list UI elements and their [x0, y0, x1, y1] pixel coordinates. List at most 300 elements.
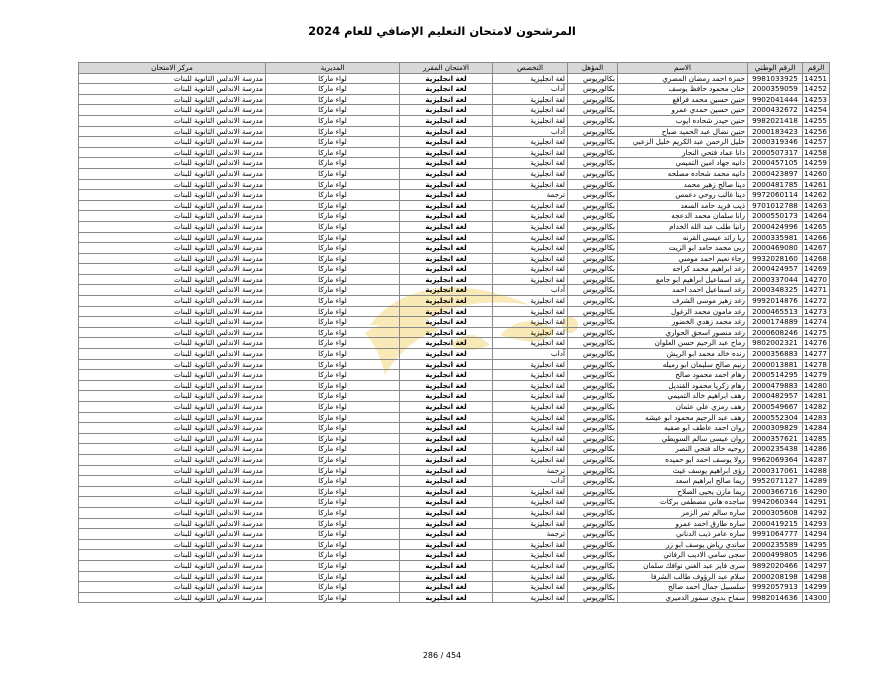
cell-specialization: لغة انجليزية	[493, 179, 568, 190]
cell-exam: لغة انجليزية	[400, 560, 493, 571]
cell-seq: 14283	[803, 412, 830, 423]
cell-seq: 14286	[803, 444, 830, 455]
cell-qualification: بكالوريوس	[568, 402, 618, 413]
cell-exam: لغة انجليزية	[400, 402, 493, 413]
cell-national-id: 2000235438	[748, 444, 803, 455]
cell-directorate: لواء ماركا	[266, 147, 400, 158]
table-row	[79, 306, 830, 317]
cell-specialization: لغة انجليزية	[493, 592, 568, 603]
cell-exam: لغة انجليزية	[400, 211, 493, 222]
table-row	[79, 465, 830, 476]
cell-seq: 14260	[803, 168, 830, 179]
cell-national-id: 2000423897	[748, 168, 803, 179]
cell-directorate: لواء ماركا	[266, 423, 400, 434]
cell-qualification: بكالوريوس	[568, 126, 618, 137]
cell-name: دانيه جهاد امين التميمي	[618, 158, 748, 169]
cell-center: مدرسة الاندلس الثانوية للبنات	[79, 529, 266, 540]
cell-exam: لغة انجليزية	[400, 94, 493, 105]
cell-exam: لغة انجليزية	[400, 232, 493, 243]
cell-center: مدرسة الاندلس الثانوية للبنات	[79, 105, 266, 116]
cell-center: مدرسة الاندلس الثانوية للبنات	[79, 317, 266, 328]
cell-name: رانا سلمان محمد الدعجه	[618, 211, 748, 222]
cell-directorate: لواء ماركا	[266, 529, 400, 540]
cell-seq: 14277	[803, 349, 830, 360]
cell-specialization: لغة انجليزية	[493, 211, 568, 222]
cell-qualification: بكالوريوس	[568, 423, 618, 434]
cell-specialization: لغة انجليزية	[493, 200, 568, 211]
cell-name: رغد اسماعيل احمد احمد	[618, 285, 748, 296]
cell-name: دينا غالب روحي دعمس	[618, 190, 748, 201]
cell-name: حنان محمود حافظ يوسف	[618, 84, 748, 95]
cell-national-id: 9982021418	[748, 115, 803, 126]
cell-specialization: لغة انجليزية	[493, 550, 568, 561]
table-row	[79, 370, 830, 381]
cell-national-id: 2000208198	[748, 571, 803, 582]
cell-center: مدرسة الاندلس الثانوية للبنات	[79, 115, 266, 126]
cell-exam: لغة انجليزية	[400, 391, 493, 402]
cell-center: مدرسة الاندلس الثانوية للبنات	[79, 571, 266, 582]
cell-name: ريما صالح ابراهيم اسعد	[618, 476, 748, 487]
cell-specialization: لغة انجليزية	[493, 243, 568, 254]
cell-directorate: لواء ماركا	[266, 359, 400, 370]
cell-qualification: بكالوريوس	[568, 486, 618, 497]
cell-national-id: 2000013881	[748, 359, 803, 370]
cell-directorate: لواء ماركا	[266, 243, 400, 254]
table-row	[79, 412, 830, 423]
cell-center: مدرسة الاندلس الثانوية للبنات	[79, 465, 266, 476]
cell-name: دانيه محمد شحاده مصلحه	[618, 168, 748, 179]
cell-national-id: 2000549667	[748, 402, 803, 413]
cell-specialization: لغة انجليزية	[493, 158, 568, 169]
cell-center: مدرسة الاندلس الثانوية للبنات	[79, 412, 266, 423]
cell-exam: لغة انجليزية	[400, 571, 493, 582]
cell-seq: 14266	[803, 232, 830, 243]
cell-center: مدرسة الاندلس الثانوية للبنات	[79, 402, 266, 413]
header-exam: الامتحان المقرر	[400, 63, 493, 74]
cell-name: رغد زهير موسى الشرف	[618, 296, 748, 307]
cell-center: مدرسة الاندلس الثانوية للبنات	[79, 243, 266, 254]
cell-national-id: 2000337044	[748, 274, 803, 285]
table-row	[79, 317, 830, 328]
cell-center: مدرسة الاندلس الثانوية للبنات	[79, 486, 266, 497]
cell-name: ريما مازن يحيى الصلاح	[618, 486, 748, 497]
cell-center: مدرسة الاندلس الثانوية للبنات	[79, 582, 266, 593]
cell-national-id: 2000317061	[748, 465, 803, 476]
cell-national-id: 2000305608	[748, 507, 803, 518]
table-row	[79, 592, 830, 603]
cell-center: مدرسة الاندلس الثانوية للبنات	[79, 285, 266, 296]
cell-center: مدرسة الاندلس الثانوية للبنات	[79, 168, 266, 179]
cell-qualification: بكالوريوس	[568, 274, 618, 285]
candidates-table	[78, 62, 830, 603]
cell-seq: 14287	[803, 454, 830, 465]
cell-directorate: لواء ماركا	[266, 380, 400, 391]
cell-directorate: لواء ماركا	[266, 221, 400, 232]
table-row	[79, 126, 830, 137]
cell-name: ساره طارق احمد عمرو	[618, 518, 748, 529]
cell-seq: 14280	[803, 380, 830, 391]
cell-directorate: لواء ماركا	[266, 454, 400, 465]
cell-national-id: 2000550173	[748, 211, 803, 222]
cell-seq: 14263	[803, 200, 830, 211]
cell-directorate: لواء ماركا	[266, 349, 400, 360]
cell-specialization: لغة انجليزية	[493, 571, 568, 582]
cell-qualification: بكالوريوس	[568, 444, 618, 455]
cell-name: رغد ابراهيم محمد كراجه	[618, 264, 748, 275]
cell-national-id: 2000319346	[748, 137, 803, 148]
cell-name: ساره عامر ذيب الدناني	[618, 529, 748, 540]
cell-directorate: لواء ماركا	[266, 274, 400, 285]
cell-specialization: لغة انجليزية	[493, 317, 568, 328]
header-national-id: الرقم الوطني	[748, 63, 803, 74]
cell-national-id: 2000482957	[748, 391, 803, 402]
cell-seq: 14254	[803, 105, 830, 116]
cell-name: رانيا طلب عبد الله الخدام	[618, 221, 748, 232]
page-number: 286 / 454	[422, 651, 462, 660]
cell-center: مدرسة الاندلس الثانوية للبنات	[79, 147, 266, 158]
cell-directorate: لواء ماركا	[266, 105, 400, 116]
cell-national-id: 9991064777	[748, 529, 803, 540]
table-row	[79, 507, 830, 518]
cell-name: رنده خالد محمد ابو الريش	[618, 349, 748, 360]
cell-name: رغد محمد زهدي الخضور	[618, 317, 748, 328]
cell-specialization: لغة انجليزية	[493, 338, 568, 349]
cell-national-id: 2000335981	[748, 232, 803, 243]
cell-specialization: لغة انجليزية	[493, 105, 568, 116]
cell-directorate: لواء ماركا	[266, 168, 400, 179]
cell-qualification: بكالوريوس	[568, 221, 618, 232]
table-row	[79, 486, 830, 497]
cell-name: رؤى ابراهيم يوسف غيث	[618, 465, 748, 476]
table-row	[79, 444, 830, 455]
cell-center: مدرسة الاندلس الثانوية للبنات	[79, 391, 266, 402]
cell-exam: لغة انجليزية	[400, 539, 493, 550]
table-row	[79, 338, 830, 349]
cell-directorate: لواء ماركا	[266, 338, 400, 349]
cell-qualification: بكالوريوس	[568, 168, 618, 179]
cell-qualification: بكالوريوس	[568, 571, 618, 582]
cell-qualification: بكالوريوس	[568, 211, 618, 222]
cell-qualification: بكالوريوس	[568, 560, 618, 571]
cell-center: مدرسة الاندلس الثانوية للبنات	[79, 221, 266, 232]
table-row	[79, 529, 830, 540]
cell-center: مدرسة الاندلس الثانوية للبنات	[79, 158, 266, 169]
cell-name: سماح بدوي سمور الدميري	[618, 592, 748, 603]
cell-center: مدرسة الاندلس الثانوية للبنات	[79, 264, 266, 275]
cell-directorate: لواء ماركا	[266, 444, 400, 455]
cell-specialization: لغة انجليزية	[493, 454, 568, 465]
cell-national-id: 2000357621	[748, 433, 803, 444]
cell-exam: لغة انجليزية	[400, 486, 493, 497]
cell-specialization: آداب	[493, 349, 568, 360]
cell-seq: 14285	[803, 433, 830, 444]
cell-specialization: لغة انجليزية	[493, 433, 568, 444]
cell-specialization: آداب	[493, 84, 568, 95]
cell-seq: 14252	[803, 84, 830, 95]
cell-center: مدرسة الاندلس الثانوية للبنات	[79, 359, 266, 370]
cell-directorate: لواء ماركا	[266, 550, 400, 561]
cell-center: مدرسة الاندلس الثانوية للبنات	[79, 94, 266, 105]
cell-seq: 14268	[803, 253, 830, 264]
cell-specialization: لغة انجليزية	[493, 370, 568, 381]
cell-directorate: لواء ماركا	[266, 486, 400, 497]
cell-exam: لغة انجليزية	[400, 317, 493, 328]
cell-directorate: لواء ماركا	[266, 433, 400, 444]
cell-directorate: لواء ماركا	[266, 391, 400, 402]
cell-name: رهف عبد الرحيم محمود ابو عيشه	[618, 412, 748, 423]
header-qualification: المؤهل	[568, 63, 618, 74]
table-row	[79, 221, 830, 232]
cell-center: مدرسة الاندلس الثانوية للبنات	[79, 507, 266, 518]
cell-name: رغد اسماعيل ابراهيم ابو جامع	[618, 274, 748, 285]
cell-specialization: آداب	[493, 285, 568, 296]
cell-specialization: لغة انجليزية	[493, 274, 568, 285]
cell-center: مدرسة الاندلس الثانوية للبنات	[79, 84, 266, 95]
cell-center: مدرسة الاندلس الثانوية للبنات	[79, 73, 266, 84]
cell-qualification: بكالوريوس	[568, 73, 618, 84]
cell-national-id: 2000348325	[748, 285, 803, 296]
cell-seq: 14267	[803, 243, 830, 254]
table-row	[79, 550, 830, 561]
cell-qualification: بكالوريوس	[568, 454, 618, 465]
cell-name: روحيه خالد فتحي النصر	[618, 444, 748, 455]
cell-seq: 14269	[803, 264, 830, 275]
cell-national-id: 2000514295	[748, 370, 803, 381]
cell-qualification: بكالوريوس	[568, 380, 618, 391]
header-seq: الرقم	[803, 63, 830, 74]
cell-name: سرى فايز عبد الغني نوافك سلمان	[618, 560, 748, 571]
cell-qualification: بكالوريوس	[568, 179, 618, 190]
cell-name: رغد منصور اسحق الحواري	[618, 327, 748, 338]
cell-center: مدرسة الاندلس الثانوية للبنات	[79, 592, 266, 603]
cell-center: مدرسة الاندلس الثانوية للبنات	[79, 370, 266, 381]
table-row	[79, 211, 830, 222]
cell-center: مدرسة الاندلس الثانوية للبنات	[79, 232, 266, 243]
header-specialization: التخصص	[493, 63, 568, 74]
cell-name: روان احمد عاطف ابو صفيه	[618, 423, 748, 434]
cell-name: رولا يوسف احمد ابو حميده	[618, 454, 748, 465]
cell-specialization: لغة انجليزية	[493, 412, 568, 423]
table-row	[79, 539, 830, 550]
cell-name: رجاء نعيم احمد مومني	[618, 253, 748, 264]
table-row	[79, 232, 830, 243]
cell-specialization: لغة انجليزية	[493, 168, 568, 179]
page-title: المرشحون لامتحان التعليم الإضافي للعام 2024	[308, 24, 576, 38]
cell-seq: 14257	[803, 137, 830, 148]
cell-seq: 14253	[803, 94, 830, 105]
cell-directorate: لواء ماركا	[266, 327, 400, 338]
header-center: مركز الامتحان	[79, 63, 266, 74]
cell-qualification: بكالوريوس	[568, 338, 618, 349]
cell-specialization: لغة انجليزية	[493, 232, 568, 243]
cell-exam: لغة انجليزية	[400, 507, 493, 518]
cell-name: سجى سامي الاديب الرفاتي	[618, 550, 748, 561]
cell-national-id: 2000359059	[748, 84, 803, 95]
table-header-row	[79, 63, 830, 74]
cell-exam: لغة انجليزية	[400, 592, 493, 603]
cell-center: مدرسة الاندلس الثانوية للبنات	[79, 380, 266, 391]
cell-qualification: بكالوريوس	[568, 349, 618, 360]
cell-directorate: لواء ماركا	[266, 582, 400, 593]
table-row	[79, 158, 830, 169]
cell-name: رماح عبد الرحيم حسن العلوان	[618, 338, 748, 349]
cell-qualification: بكالوريوس	[568, 253, 618, 264]
cell-specialization: لغة انجليزية	[493, 115, 568, 126]
cell-exam: لغة انجليزية	[400, 253, 493, 264]
table-row	[79, 391, 830, 402]
table-row	[79, 349, 830, 360]
cell-exam: لغة انجليزية	[400, 529, 493, 540]
cell-national-id: 2000479883	[748, 380, 803, 391]
table-row	[79, 147, 830, 158]
table-row	[79, 115, 830, 126]
cell-exam: لغة انجليزية	[400, 518, 493, 529]
table-row	[79, 433, 830, 444]
cell-seq: 14273	[803, 306, 830, 317]
cell-national-id: 9802002321	[748, 338, 803, 349]
cell-name: رغد مامون محمد الزغول	[618, 306, 748, 317]
cell-directorate: لواء ماركا	[266, 115, 400, 126]
cell-name: رنيم صالح سليمان ابو رميله	[618, 359, 748, 370]
cell-seq: 14270	[803, 274, 830, 285]
cell-national-id: 9981033925	[748, 73, 803, 84]
cell-name: رهام زكريا محمود القنديل	[618, 380, 748, 391]
cell-center: مدرسة الاندلس الثانوية للبنات	[79, 253, 266, 264]
cell-national-id: 2000552304	[748, 412, 803, 423]
cell-seq: 14300	[803, 592, 830, 603]
cell-center: مدرسة الاندلس الثانوية للبنات	[79, 274, 266, 285]
cell-exam: لغة انجليزية	[400, 264, 493, 275]
cell-national-id: 2000309829	[748, 423, 803, 434]
cell-seq: 14293	[803, 518, 830, 529]
cell-national-id: 9992057913	[748, 582, 803, 593]
cell-specialization: لغة انجليزية	[493, 507, 568, 518]
cell-center: مدرسة الاندلس الثانوية للبنات	[79, 200, 266, 211]
cell-specialization: لغة انجليزية	[493, 137, 568, 148]
cell-directorate: لواء ماركا	[266, 571, 400, 582]
cell-directorate: لواء ماركا	[266, 507, 400, 518]
cell-qualification: بكالوريوس	[568, 137, 618, 148]
cell-center: مدرسة الاندلس الثانوية للبنات	[79, 338, 266, 349]
cell-exam: لغة انجليزية	[400, 243, 493, 254]
cell-specialization: ترجمة	[493, 465, 568, 476]
cell-qualification: بكالوريوس	[568, 370, 618, 381]
cell-exam: لغة انجليزية	[400, 285, 493, 296]
cell-national-id: 2000457105	[748, 158, 803, 169]
cell-national-id: 9952071127	[748, 476, 803, 487]
cell-exam: لغة انجليزية	[400, 359, 493, 370]
table-row	[79, 296, 830, 307]
cell-directorate: لواء ماركا	[266, 497, 400, 508]
cell-exam: لغة انجليزية	[400, 274, 493, 285]
cell-specialization: لغة انجليزية	[493, 296, 568, 307]
cell-seq: 14274	[803, 317, 830, 328]
cell-qualification: بكالوريوس	[568, 115, 618, 126]
table-row	[79, 73, 830, 84]
cell-name: حنين حسين محمد فرافع	[618, 94, 748, 105]
cell-seq: 14256	[803, 126, 830, 137]
cell-specialization: لغة انجليزية	[493, 327, 568, 338]
cell-exam: لغة انجليزية	[400, 433, 493, 444]
cell-exam: لغة انجليزية	[400, 84, 493, 95]
cell-qualification: بكالوريوس	[568, 147, 618, 158]
cell-name: ربا رائد عيسى القرنه	[618, 232, 748, 243]
table-row	[79, 582, 830, 593]
table-row	[79, 200, 830, 211]
cell-center: مدرسة الاندلس الثانوية للبنات	[79, 296, 266, 307]
cell-seq: 14281	[803, 391, 830, 402]
cell-center: مدرسة الاندلس الثانوية للبنات	[79, 327, 266, 338]
cell-seq: 14258	[803, 147, 830, 158]
cell-qualification: بكالوريوس	[568, 582, 618, 593]
cell-qualification: بكالوريوس	[568, 476, 618, 487]
cell-name: حنين حسين حمدي عمرو	[618, 105, 748, 116]
cell-qualification: بكالوريوس	[568, 296, 618, 307]
cell-exam: لغة انجليزية	[400, 370, 493, 381]
cell-exam: لغة انجليزية	[400, 306, 493, 317]
cell-directorate: لواء ماركا	[266, 190, 400, 201]
cell-national-id: 9701012788	[748, 200, 803, 211]
cell-national-id: 2000366716	[748, 486, 803, 497]
cell-name: حنين نضال عبد الحميد صباح	[618, 126, 748, 137]
cell-exam: لغة انجليزية	[400, 349, 493, 360]
cell-national-id: 2000507317	[748, 147, 803, 158]
cell-qualification: بكالوريوس	[568, 94, 618, 105]
cell-specialization: لغة انجليزية	[493, 264, 568, 275]
cell-exam: لغة انجليزية	[400, 296, 493, 307]
cell-center: مدرسة الاندلس الثانوية للبنات	[79, 349, 266, 360]
cell-specialization: لغة انجليزية	[493, 391, 568, 402]
cell-national-id: 2000499805	[748, 550, 803, 561]
cell-center: مدرسة الاندلس الثانوية للبنات	[79, 137, 266, 148]
cell-national-id: 2000465513	[748, 306, 803, 317]
table-row	[79, 168, 830, 179]
cell-name: سلسبيل جمال احمد صالح	[618, 582, 748, 593]
cell-seq: 14251	[803, 73, 830, 84]
cell-seq: 14255	[803, 115, 830, 126]
cell-directorate: لواء ماركا	[266, 592, 400, 603]
cell-name: روان عيسى سالم السويطي	[618, 433, 748, 444]
cell-national-id: 2000174889	[748, 317, 803, 328]
cell-seq: 14284	[803, 423, 830, 434]
cell-directorate: لواء ماركا	[266, 126, 400, 137]
cell-qualification: بكالوريوس	[568, 317, 618, 328]
cell-exam: لغة انجليزية	[400, 465, 493, 476]
cell-center: مدرسة الاندلس الثانوية للبنات	[79, 190, 266, 201]
table-row	[79, 423, 830, 434]
cell-exam: لغة انجليزية	[400, 497, 493, 508]
cell-directorate: لواء ماركا	[266, 84, 400, 95]
cell-qualification: بكالوريوس	[568, 391, 618, 402]
cell-center: مدرسة الاندلس الثانوية للبنات	[79, 433, 266, 444]
table-row	[79, 359, 830, 370]
cell-center: مدرسة الاندلس الثانوية للبنات	[79, 211, 266, 222]
cell-directorate: لواء ماركا	[266, 73, 400, 84]
cell-seq: 14275	[803, 327, 830, 338]
cell-exam: لغة انجليزية	[400, 444, 493, 455]
table-row	[79, 94, 830, 105]
cell-directorate: لواء ماركا	[266, 402, 400, 413]
cell-seq: 14295	[803, 539, 830, 550]
cell-exam: لغة انجليزية	[400, 221, 493, 232]
cell-center: مدرسة الاندلس الثانوية للبنات	[79, 444, 266, 455]
cell-name: ساجده هاني مصطفى بركات	[618, 497, 748, 508]
header-name: الاسم	[618, 63, 748, 74]
cell-name: رهف ابراهيم خالد التميمي	[618, 391, 748, 402]
cell-qualification: بكالوريوس	[568, 412, 618, 423]
cell-center: مدرسة الاندلس الثانوية للبنات	[79, 126, 266, 137]
cell-national-id: 2000469080	[748, 243, 803, 254]
